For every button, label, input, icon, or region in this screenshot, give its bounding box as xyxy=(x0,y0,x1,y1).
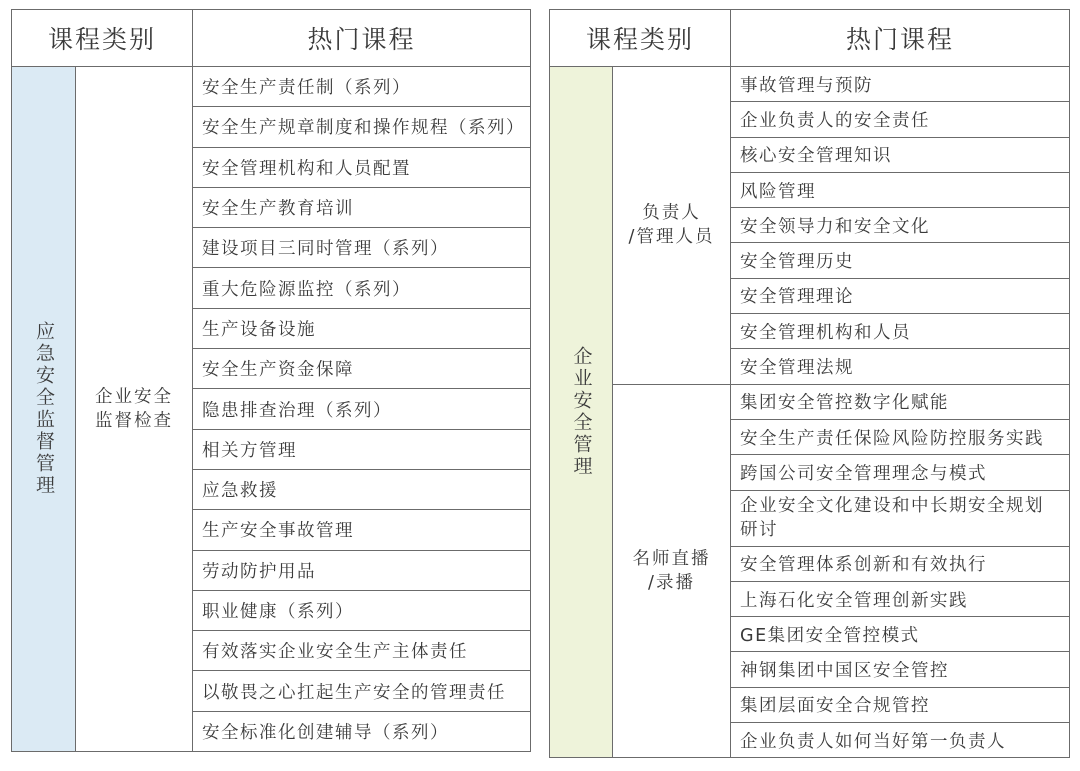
course-item: 风险管理 xyxy=(731,172,1070,207)
course-item: 安全生产教育培训 xyxy=(193,187,531,227)
header-courses: 热门课程 xyxy=(193,10,531,67)
course-item: 安全管理历史 xyxy=(731,243,1070,278)
course-item: 集团层面安全合规管控 xyxy=(731,687,1070,722)
header-courses: 热门课程 xyxy=(731,10,1070,67)
header-category: 课程类别 xyxy=(12,10,193,67)
table-row xyxy=(12,67,531,107)
course-item: 重大危险源监控（系列） xyxy=(193,268,531,308)
course-item: 企业负责人的安全责任 xyxy=(731,102,1070,137)
left-course-table xyxy=(11,9,531,752)
course-item: 安全管理理论 xyxy=(731,278,1070,313)
course-item: 事故管理与预防 xyxy=(731,67,1070,102)
course-item: 职业健康（系列） xyxy=(193,590,531,630)
course-item: 安全生产规章制度和操作规程（系列） xyxy=(193,107,531,147)
right-course-table xyxy=(549,9,1070,758)
course-item: 安全管理机构和人员配置 xyxy=(193,147,531,187)
course-item: 安全管理机构和人员 xyxy=(731,314,1070,349)
course-item: 相关方管理 xyxy=(193,429,531,469)
course-item: 以敬畏之心扛起生产安全的管理责任 xyxy=(193,671,531,711)
course-item: 安全生产责任保险风险防控服务实践 xyxy=(731,419,1070,454)
subcategory-label: 企业安全 监督检查 xyxy=(76,67,193,752)
course-item: 集团安全管控数字化赋能 xyxy=(731,384,1070,419)
course-item: 核心安全管理知识 xyxy=(731,137,1070,172)
course-item: 劳动防护用品 xyxy=(193,550,531,590)
course-item: 建设项目三同时管理（系列） xyxy=(193,228,531,268)
course-item: 安全管理法规 xyxy=(731,349,1070,384)
course-item: 安全生产责任制（系列） xyxy=(193,67,531,107)
course-item: 安全领导力和安全文化 xyxy=(731,208,1070,243)
course-item: 企业安全文化建设和中长期安全规划研讨 xyxy=(731,490,1070,546)
group-label: 负责人 /管理人员 xyxy=(613,67,731,385)
course-item: 应急救援 xyxy=(193,469,531,509)
category-cell xyxy=(12,67,76,752)
category-cell xyxy=(550,67,613,758)
table-row xyxy=(550,384,1070,419)
category-label: 应急安全监督管理 xyxy=(33,321,55,498)
course-item: GE集团安全管控模式 xyxy=(731,617,1070,652)
course-item: 企业负责人如何当好第一负责人 xyxy=(731,723,1070,758)
course-item: 生产设备设施 xyxy=(193,308,531,348)
category-label: 企业安全管理 xyxy=(570,346,593,479)
course-item: 安全管理体系创新和有效执行 xyxy=(731,546,1070,581)
course-item: 安全生产资金保障 xyxy=(193,349,531,389)
course-item: 有效落实企业安全生产主体责任 xyxy=(193,631,531,671)
course-item: 生产安全事故管理 xyxy=(193,510,531,550)
course-item: 安全标准化创建辅导（系列） xyxy=(193,711,531,751)
course-item: 上海石化安全管理创新实践 xyxy=(731,581,1070,616)
course-item: 跨国公司安全管理理念与模式 xyxy=(731,455,1070,490)
header-category: 课程类别 xyxy=(550,10,731,67)
table-row xyxy=(550,67,1070,102)
course-item: 隐患排查治理（系列） xyxy=(193,389,531,429)
course-item: 神钢集团中国区安全管控 xyxy=(731,652,1070,687)
group-label: 名师直播 /录播 xyxy=(613,384,731,758)
